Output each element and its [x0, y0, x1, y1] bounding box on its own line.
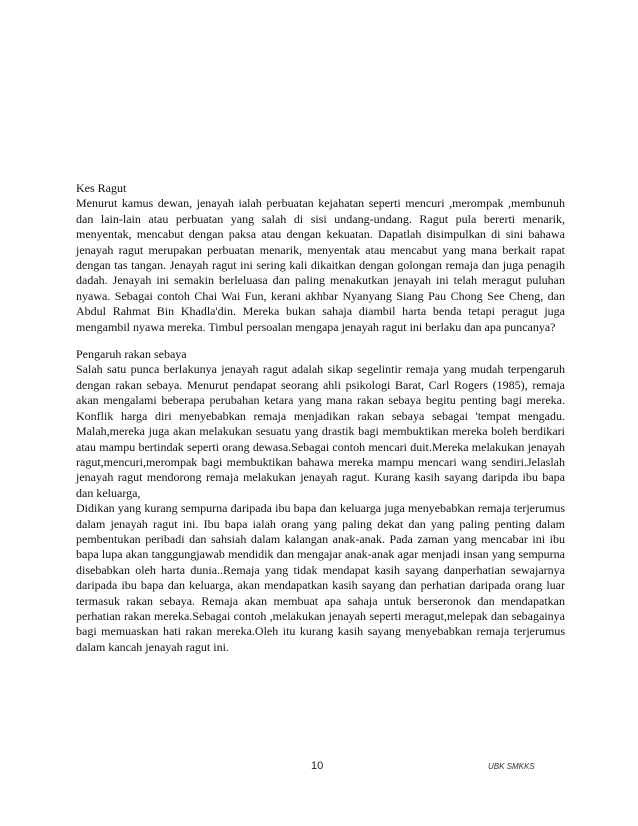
- footer-tag: UBK SMKKS: [488, 762, 535, 771]
- section-pengaruh-rakan-sebaya: [76, 347, 565, 655]
- paragraph: Menurut kamus dewan, jenayah ialah perbuatan kejahatan seperti mencuri ,merompak ,membunuh dan lain-lain atau perbuatan yang salah di sisi undang-undang. Ragut pula bererti menarik, menyentak, mencabut dengan paksa atau dengan kekuatan. Dapatlah disimpulkan di sini bahawa jenayah ragut merupakan perbuatan menarik, menyentak atau mencabut yang mana berkait rapat dengan tas tangan. Jenayah ragut ini sering kali dikaitkan dengan golongan remaja dan juga penagih dadah. Jenayah ini semakin berleluasa dan paling menakutkan jenayah ini telah meragut puluhan nyawa. Sebagai contoh Chai Wai Fun, kerani akhbar Nyanyang Siang Pau Chong See Cheng, dan Abdul Rahmat Bin Khadla'din. Mereka bukan sahaja diambil harta benda tetapi peragut juga mengambil nyawa mereka. Timbul persoalan mengapa jenayah ragut ini berlaku dan apa puncanya?: [76, 196, 565, 334]
- section-kes-ragut: [76, 181, 565, 335]
- paragraph: Didikan yang kurang sempurna daripada ibu bapa dan keluarga juga menyebabkan remaja terjerumus dalam jenayah ragut ini. Ibu bapa ialah orang yang paling dekat dan yang paling penting dalam pembentukan peribadi dan sahsiah dalam kalangan anak-anak. Pada zaman yang mencabar ini ibu bapa lupa akan tanggungjawab mendidik dan mengajar anak-anak agar menjadi insan yang sempurna disebabkan oleh harta dunia..Remaja yang tidak mendapat kasih sayang danperhatian sewajarnya daripada ibu bapa dan keluarga, akan mendapatkan kasih sayang dan perhatian daripada orang luar termasuk rakan sebaya. Remaja akan membuat apa sahaja untuk berseronok dan mendapatkan perhatian rakan mereka.Sebagai contoh ,melakukan jenayah seperti meragut,melepak dan sebagainya bagi memuaskan hati rakan mereka.Oleh itu kurang kasih sayang menyebabkan remaja terjerumus dalam kancah jenayah ragut ini.: [76, 501, 565, 654]
- section-heading: Kes Ragut: [76, 181, 127, 195]
- section-gap: [76, 335, 565, 347]
- paragraph: Salah satu punca berlakunya jenayah ragut adalah sikap segelintir remaja yang mudah terpengaruh dengan rakan sebaya. Menurut pendapat seorang ahli psikologi Barat, Carl Rogers (1985), remaja akan mengalami beberapa perubahan ketara yang mana rakan sebaya begitu penting bagi mereka. Konflik harga diri menyebabkan remaja menjadikan rakan sebaya sebagai 'tempat mengadu. Malah,mereka juga akan melakukan sesuatu yang drastik bagi membuktikan mereka boleh berdikari atau mampu bertindak seperti orang dewasa.Sebagai contoh mencari duit.Mereka melakukan jenayah ragut,mencuri,merompak bagi membuktikan bahawa mereka mampu mencari wang sendiri.Jelaslah jenayah ragut mendorong remaja melakukan jenayah ragut. Kurang kasih sayang daripda ibu bapa dan keluarga,: [76, 362, 565, 500]
- section-heading: Pengaruh rakan sebaya: [76, 347, 187, 362]
- document-body: [76, 181, 565, 655]
- page-number: 10: [311, 760, 324, 772]
